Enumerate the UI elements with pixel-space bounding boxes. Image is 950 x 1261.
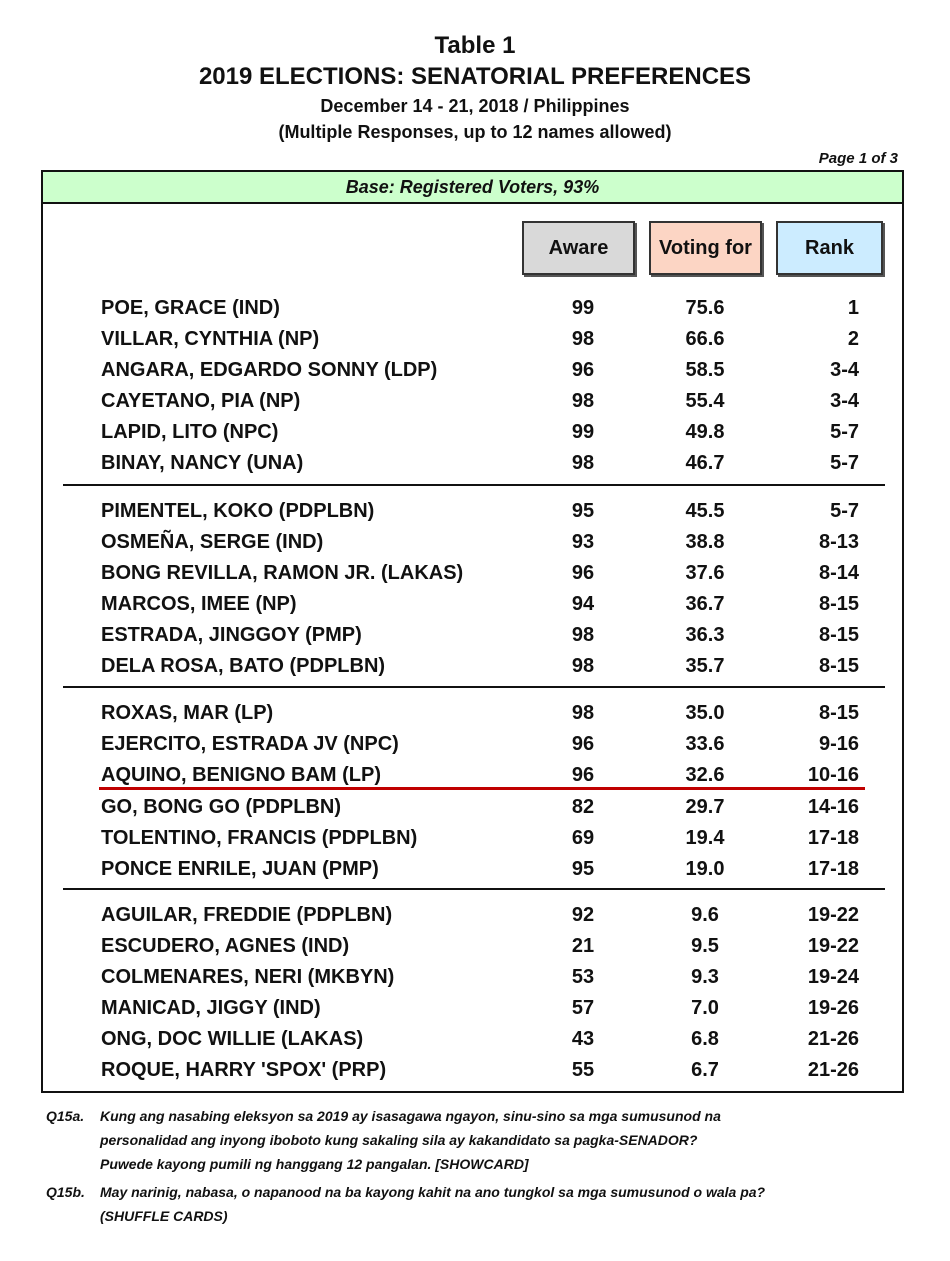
voting-value: 6.7 bbox=[691, 1059, 719, 1081]
rank-value: 2 bbox=[847, 328, 859, 350]
candidate-name: ONG, DOC WILLIE (LAKAS) bbox=[101, 1028, 364, 1050]
voting-value: 19.4 bbox=[685, 827, 725, 849]
rank-value: 3-4 bbox=[830, 359, 859, 381]
table-row bbox=[43, 589, 902, 620]
page-title: 2019 ELECTIONS: SENATORIAL PREFERENCES bbox=[198, 63, 752, 90]
table-row bbox=[43, 527, 902, 558]
aware-value: 98 bbox=[571, 655, 595, 677]
candidate-name: PONCE ENRILE, JUAN (PMP) bbox=[101, 858, 379, 880]
table-row bbox=[43, 496, 902, 527]
voting-value: 9.3 bbox=[691, 966, 719, 988]
candidate-name: EJERCITO, ESTRADA JV (NPC) bbox=[101, 733, 399, 755]
table-row bbox=[43, 620, 902, 651]
aware-value: 69 bbox=[571, 827, 595, 849]
aware-value: 94 bbox=[571, 593, 595, 615]
voting-value: 37.6 bbox=[685, 562, 725, 584]
table-number: Table 1 bbox=[434, 32, 516, 59]
rank-value: 8-13 bbox=[818, 531, 859, 553]
aware-value: 96 bbox=[571, 733, 595, 755]
footnote-q15a-line2: personalidad ang inyong iboboto kung sakaling sila ay kakandidato sa pagka-SENADOR? bbox=[100, 1132, 698, 1148]
page-indicator: Page 1 of 3 bbox=[818, 150, 898, 167]
footnote-code-q15b: Q15b. bbox=[46, 1184, 85, 1200]
rank-value: 14-16 bbox=[807, 796, 859, 818]
aware-value: 98 bbox=[571, 328, 595, 350]
candidate-name: ANGARA, EDGARDO SONNY (LDP) bbox=[101, 359, 438, 381]
aware-value: 55 bbox=[571, 1059, 595, 1081]
table-row bbox=[43, 1055, 902, 1086]
rank-value: 8-15 bbox=[818, 593, 859, 615]
voting-value: 35.0 bbox=[685, 702, 725, 724]
candidate-name: BINAY, NANCY (UNA) bbox=[101, 452, 304, 474]
voting-value: 55.4 bbox=[685, 390, 725, 412]
rank-value: 8-15 bbox=[818, 655, 859, 677]
survey-dates: December 14 - 21, 2018 / Philippines bbox=[320, 96, 630, 116]
voting-value: 58.5 bbox=[685, 359, 725, 381]
aware-value: 93 bbox=[571, 531, 595, 553]
aware-value: 98 bbox=[571, 390, 595, 412]
candidate-name: DELA ROSA, BATO (PDPLBN) bbox=[101, 655, 386, 677]
aware-value: 21 bbox=[571, 935, 595, 957]
candidate-name: ROQUE, HARRY 'SPOX' (PRP) bbox=[101, 1059, 387, 1081]
table-row bbox=[43, 651, 902, 682]
rank-value: 19-22 bbox=[807, 904, 859, 926]
rank-value: 19-22 bbox=[807, 935, 859, 957]
candidate-name: MARCOS, IMEE (NP) bbox=[101, 593, 297, 615]
table-row bbox=[43, 993, 902, 1024]
rank-value: 21-26 bbox=[807, 1028, 859, 1050]
aware-value: 98 bbox=[571, 452, 595, 474]
group-divider bbox=[63, 686, 885, 688]
table-row bbox=[43, 355, 902, 386]
results-table bbox=[41, 170, 904, 1093]
candidate-name: AQUINO, BENIGNO BAM (LP) bbox=[101, 764, 381, 786]
table-row bbox=[43, 1024, 902, 1055]
candidate-name: ESTRADA, JINGGOY (PMP) bbox=[101, 624, 362, 646]
voting-value: 7.0 bbox=[691, 997, 719, 1019]
candidate-name: AGUILAR, FREDDIE (PDPLBN) bbox=[101, 904, 393, 926]
cutoff-line bbox=[99, 787, 865, 790]
table-row bbox=[43, 900, 902, 931]
rank-value: 8-15 bbox=[818, 702, 859, 724]
table-row bbox=[43, 823, 902, 854]
table-row bbox=[43, 792, 902, 823]
column-header-rank: Rank bbox=[776, 221, 883, 275]
voting-value: 19.0 bbox=[685, 858, 725, 880]
voting-value: 6.8 bbox=[691, 1028, 719, 1050]
candidate-name: POE, GRACE (IND) bbox=[101, 297, 280, 319]
table-row bbox=[43, 558, 902, 589]
aware-value: 96 bbox=[571, 562, 595, 584]
footnote-q15a-line1: Kung ang nasabing eleksyon sa 2019 ay isasagawa ngayon, sinu-sino sa mga sumusunod na bbox=[100, 1108, 721, 1124]
voting-value: 38.8 bbox=[685, 531, 725, 553]
aware-value: 96 bbox=[571, 359, 595, 381]
rank-value: 9-16 bbox=[818, 733, 859, 755]
response-note: (Multiple Responses, up to 12 names allowed) bbox=[278, 122, 672, 142]
candidate-name: VILLAR, CYNTHIA (NP) bbox=[101, 328, 320, 350]
footnote-q15a-line3: Puwede kayong pumili ng hanggang 12 pangalan. [SHOWCARD] bbox=[100, 1156, 529, 1172]
rank-value: 19-26 bbox=[807, 997, 859, 1019]
candidate-name: OSMEÑA, SERGE (IND) bbox=[101, 531, 324, 553]
candidate-name: LAPID, LITO (NPC) bbox=[101, 421, 279, 443]
voting-value: 36.3 bbox=[685, 624, 725, 646]
rank-value: 17-18 bbox=[807, 827, 859, 849]
rank-value: 3-4 bbox=[830, 390, 859, 412]
voting-value: 35.7 bbox=[685, 655, 725, 677]
voting-value: 29.7 bbox=[685, 796, 725, 818]
voting-value: 9.6 bbox=[691, 904, 719, 926]
footnote-code-q15a: Q15a. bbox=[46, 1108, 85, 1124]
aware-value: 82 bbox=[571, 796, 595, 818]
group-divider bbox=[63, 484, 885, 486]
footnote-q15b-line2: (SHUFFLE CARDS) bbox=[100, 1208, 228, 1224]
aware-value: 98 bbox=[571, 702, 595, 724]
voting-value: 46.7 bbox=[685, 452, 725, 474]
candidate-name: ESCUDERO, AGNES (IND) bbox=[101, 935, 350, 957]
voting-value: 9.5 bbox=[691, 935, 719, 957]
footnote-q15b-line1: May narinig, nabasa, o napanood na ba kayong kahit na ano tungkol sa mga sumusunod o wala pa? bbox=[100, 1184, 766, 1200]
voting-value: 49.8 bbox=[685, 421, 725, 443]
table-row bbox=[43, 931, 902, 962]
candidate-name: CAYETANO, PIA (NP) bbox=[101, 390, 301, 412]
candidate-name: COLMENARES, NERI (MKBYN) bbox=[101, 966, 395, 988]
voting-value: 32.6 bbox=[685, 764, 725, 786]
rank-value: 8-14 bbox=[818, 562, 859, 584]
rank-value: 5-7 bbox=[830, 452, 859, 474]
table-row bbox=[43, 448, 902, 479]
candidate-name: TOLENTINO, FRANCIS (PDPLBN) bbox=[101, 827, 418, 849]
aware-value: 98 bbox=[571, 624, 595, 646]
voting-value: 33.6 bbox=[685, 733, 725, 755]
voting-value: 66.6 bbox=[685, 328, 725, 350]
candidate-name: PIMENTEL, KOKO (PDPLBN) bbox=[101, 500, 375, 522]
aware-value: 43 bbox=[571, 1028, 595, 1050]
rank-value: 5-7 bbox=[830, 421, 859, 443]
aware-value: 99 bbox=[571, 421, 595, 443]
aware-value: 95 bbox=[571, 858, 595, 880]
table-row bbox=[43, 854, 902, 885]
rank-value: 1 bbox=[847, 297, 859, 319]
table-row bbox=[43, 293, 902, 324]
base-banner: Base: Registered Voters, 93% bbox=[43, 172, 902, 204]
table-row bbox=[43, 729, 902, 760]
aware-value: 99 bbox=[571, 297, 595, 319]
voting-value: 45.5 bbox=[685, 500, 725, 522]
aware-value: 53 bbox=[571, 966, 595, 988]
rank-value: 19-24 bbox=[807, 966, 859, 988]
rank-value: 21-26 bbox=[807, 1059, 859, 1081]
table-row bbox=[43, 324, 902, 355]
rank-value: 5-7 bbox=[830, 500, 859, 522]
rank-value: 17-18 bbox=[807, 858, 859, 880]
aware-value: 96 bbox=[571, 764, 595, 786]
aware-value: 57 bbox=[571, 997, 595, 1019]
table-row bbox=[43, 386, 902, 417]
column-header-voting: Voting for bbox=[649, 221, 762, 275]
aware-value: 95 bbox=[571, 500, 595, 522]
table-row bbox=[43, 698, 902, 729]
table-row bbox=[43, 962, 902, 993]
candidate-name: MANICAD, JIGGY (IND) bbox=[101, 997, 321, 1019]
rank-value: 10-16 bbox=[807, 764, 859, 786]
column-header-aware: Aware bbox=[522, 221, 635, 275]
table-row bbox=[43, 417, 902, 448]
candidate-name: BONG REVILLA, RAMON JR. (LAKAS) bbox=[101, 562, 464, 584]
voting-value: 75.6 bbox=[685, 297, 725, 319]
rank-value: 8-15 bbox=[818, 624, 859, 646]
aware-value: 92 bbox=[571, 904, 595, 926]
candidate-name: ROXAS, MAR (LP) bbox=[101, 702, 274, 724]
group-divider bbox=[63, 888, 885, 890]
voting-value: 36.7 bbox=[685, 593, 725, 615]
candidate-name: GO, BONG GO (PDPLBN) bbox=[101, 796, 341, 818]
